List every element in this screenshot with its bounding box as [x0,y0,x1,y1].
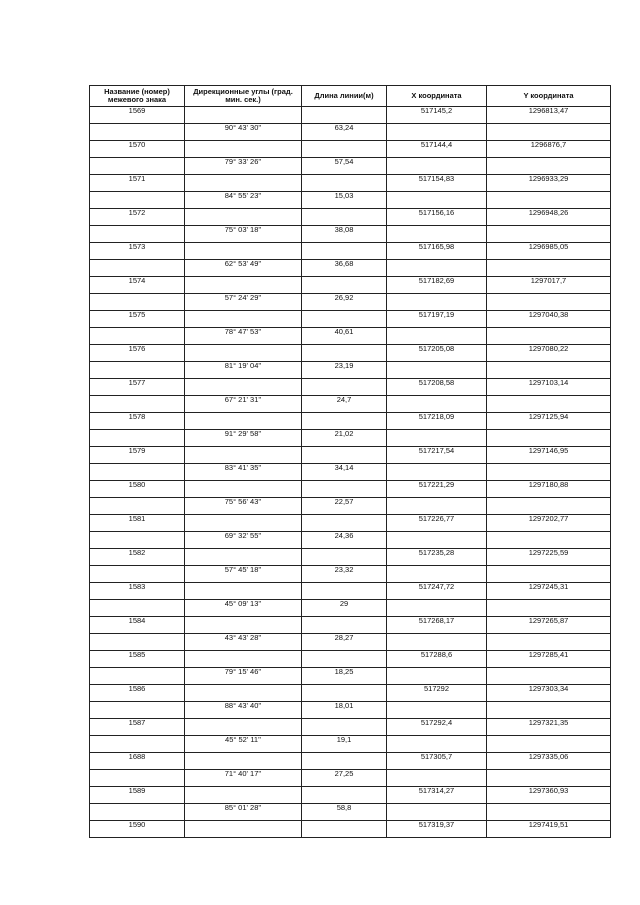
point-name-cell [90,464,185,481]
point-name-cell [90,124,185,141]
line-length-cell [302,447,387,464]
y-coordinate-cell [487,770,611,787]
line-length-cell: 24,36 [302,532,387,549]
y-coordinate-cell: 1297202,77 [487,515,611,532]
x-coordinate-cell: 517205,08 [387,345,487,362]
line-length-cell [302,277,387,294]
header-row [90,86,611,107]
line-length-cell: 34,14 [302,464,387,481]
x-coordinate-cell: 517218,09 [387,413,487,430]
x-coordinate-cell [387,124,487,141]
x-coordinate-cell [387,464,487,481]
segment-row [90,634,611,651]
direction-angle-cell: 90° 43' 30'' [185,124,302,141]
y-coordinate-cell: 1297225,59 [487,549,611,566]
y-coordinate-cell [487,158,611,175]
point-name-cell: 1577 [90,379,185,396]
x-coordinate-cell: 517288,6 [387,651,487,668]
y-coordinate-cell: 1297285,41 [487,651,611,668]
segment-row [90,294,611,311]
y-coordinate-cell: 1297265,87 [487,617,611,634]
point-name-cell: 1580 [90,481,185,498]
x-coordinate-cell [387,158,487,175]
y-coordinate-cell: 1296948,26 [487,209,611,226]
segment-row [90,396,611,413]
direction-angle-cell: 83° 41' 35'' [185,464,302,481]
line-length-cell [302,209,387,226]
x-coordinate-cell: 517247,72 [387,583,487,600]
y-coordinate-cell [487,566,611,583]
point-row [90,753,611,770]
y-coordinate-cell [487,600,611,617]
point-name-cell: 1569 [90,107,185,124]
point-row [90,413,611,430]
point-row [90,481,611,498]
y-coordinate-cell [487,362,611,379]
point-name-cell [90,566,185,583]
x-coordinate-cell [387,736,487,753]
y-coordinate-cell: 1297125,94 [487,413,611,430]
point-name-cell: 1586 [90,685,185,702]
point-row [90,685,611,702]
segment-row [90,702,611,719]
direction-angle-cell [185,549,302,566]
line-length-cell: 23,19 [302,362,387,379]
y-coordinate-cell: 1297017,7 [487,277,611,294]
point-name-cell [90,158,185,175]
direction-angle-cell [185,515,302,532]
y-coordinate-cell: 1296985,05 [487,243,611,260]
point-name-cell [90,770,185,787]
y-coordinate-cell: 1297360,93 [487,787,611,804]
direction-angle-cell: 88° 43' 40'' [185,702,302,719]
point-row [90,277,611,294]
line-length-cell: 18,01 [302,702,387,719]
x-coordinate-cell: 517144,4 [387,141,487,158]
line-length-cell [302,583,387,600]
segment-row [90,430,611,447]
y-coordinate-cell [487,328,611,345]
point-row [90,821,611,838]
y-coordinate-cell: 1297303,34 [487,685,611,702]
point-name-cell [90,736,185,753]
y-coordinate-cell [487,124,611,141]
point-row [90,243,611,260]
segment-row [90,770,611,787]
y-coordinate-cell: 1297146,95 [487,447,611,464]
direction-angle-cell [185,243,302,260]
point-row [90,209,611,226]
direction-angle-cell [185,311,302,328]
point-row [90,311,611,328]
point-name-cell [90,362,185,379]
y-coordinate-cell [487,464,611,481]
x-coordinate-cell: 517305,7 [387,753,487,770]
table-body [90,107,611,838]
line-length-cell [302,345,387,362]
line-length-cell: 24,7 [302,396,387,413]
y-coordinate-cell [487,736,611,753]
point-row [90,345,611,362]
point-name-cell: 1584 [90,617,185,634]
direction-angle-cell [185,209,302,226]
point-row [90,379,611,396]
direction-angle-cell: 85° 01' 28'' [185,804,302,821]
x-coordinate-cell: 517217,54 [387,447,487,464]
point-name-cell [90,226,185,243]
x-coordinate-cell [387,702,487,719]
point-name-cell [90,498,185,515]
line-length-cell: 57,54 [302,158,387,175]
segment-row [90,124,611,141]
point-row [90,651,611,668]
x-coordinate-cell: 517208,58 [387,379,487,396]
y-coordinate-cell: 1297335,06 [487,753,611,770]
direction-angle-cell: 91° 29' 58'' [185,430,302,447]
point-row [90,107,611,124]
line-length-cell [302,617,387,634]
direction-angle-cell [185,141,302,158]
direction-angle-cell [185,617,302,634]
x-coordinate-cell: 517226,77 [387,515,487,532]
line-length-cell [302,753,387,770]
y-coordinate-cell: 1297103,14 [487,379,611,396]
direction-angle-cell [185,379,302,396]
point-name-cell: 1575 [90,311,185,328]
x-coordinate-cell: 517197,19 [387,311,487,328]
y-coordinate-cell: 1297321,35 [487,719,611,736]
header-y: Y координата [487,86,611,107]
point-name-cell [90,396,185,413]
point-name-cell: 1571 [90,175,185,192]
point-name-cell: 1688 [90,753,185,770]
line-length-cell: 28,27 [302,634,387,651]
point-name-cell: 1581 [90,515,185,532]
x-coordinate-cell [387,430,487,447]
point-name-cell [90,702,185,719]
y-coordinate-cell [487,260,611,277]
direction-angle-cell: 75° 03' 18'' [185,226,302,243]
point-row [90,617,611,634]
x-coordinate-cell [387,192,487,209]
segment-row [90,668,611,685]
line-length-cell [302,481,387,498]
x-coordinate-cell: 517235,28 [387,549,487,566]
point-name-cell [90,634,185,651]
segment-row [90,566,611,583]
direction-angle-cell [185,481,302,498]
y-coordinate-cell: 1296876,7 [487,141,611,158]
y-coordinate-cell: 1297245,31 [487,583,611,600]
y-coordinate-cell [487,804,611,821]
line-length-cell [302,549,387,566]
y-coordinate-cell [487,192,611,209]
point-name-cell [90,804,185,821]
table-header [90,86,611,107]
point-name-cell [90,192,185,209]
line-length-cell: 38,08 [302,226,387,243]
header-angle: Дирекционные углы (град. мин. сек.) [185,86,302,107]
point-row [90,175,611,192]
direction-angle-cell: 69° 32' 55'' [185,532,302,549]
segment-row [90,532,611,549]
point-name-cell [90,294,185,311]
point-name-cell: 1574 [90,277,185,294]
direction-angle-cell [185,685,302,702]
direction-angle-cell: 71° 40' 17'' [185,770,302,787]
x-coordinate-cell: 517145,2 [387,107,487,124]
x-coordinate-cell [387,362,487,379]
y-coordinate-cell [487,498,611,515]
y-coordinate-cell [487,668,611,685]
direction-angle-cell: 62° 53' 49'' [185,260,302,277]
boundary-coordinates-table [89,85,611,838]
direction-angle-cell [185,277,302,294]
point-name-cell: 1589 [90,787,185,804]
y-coordinate-cell [487,702,611,719]
point-name-cell: 1570 [90,141,185,158]
point-name-cell: 1582 [90,549,185,566]
point-row [90,515,611,532]
direction-angle-cell [185,175,302,192]
point-name-cell [90,668,185,685]
segment-row [90,464,611,481]
line-length-cell [302,141,387,158]
direction-angle-cell [185,651,302,668]
point-name-cell: 1587 [90,719,185,736]
direction-angle-cell: 57° 45' 18'' [185,566,302,583]
y-coordinate-cell: 1297180,88 [487,481,611,498]
direction-angle-cell: 78° 47' 53'' [185,328,302,345]
point-row [90,549,611,566]
x-coordinate-cell: 517154,83 [387,175,487,192]
point-name-cell: 1590 [90,821,185,838]
line-length-cell [302,175,387,192]
segment-row [90,362,611,379]
segment-row [90,328,611,345]
y-coordinate-cell: 1296933,29 [487,175,611,192]
line-length-cell [302,515,387,532]
point-name-cell: 1579 [90,447,185,464]
line-length-cell [302,821,387,838]
point-name-cell: 1583 [90,583,185,600]
line-length-cell [302,243,387,260]
y-coordinate-cell [487,532,611,549]
line-length-cell: 26,92 [302,294,387,311]
x-coordinate-cell [387,532,487,549]
x-coordinate-cell [387,498,487,515]
x-coordinate-cell [387,260,487,277]
line-length-cell: 27,25 [302,770,387,787]
y-coordinate-cell [487,634,611,651]
y-coordinate-cell: 1297419,51 [487,821,611,838]
x-coordinate-cell: 517292 [387,685,487,702]
direction-angle-cell [185,413,302,430]
y-coordinate-cell: 1296813,47 [487,107,611,124]
point-name-cell: 1578 [90,413,185,430]
point-row [90,447,611,464]
line-length-cell: 36,68 [302,260,387,277]
point-row [90,141,611,158]
line-length-cell [302,379,387,396]
segment-row [90,226,611,243]
y-coordinate-cell [487,226,611,243]
x-coordinate-cell: 517182,69 [387,277,487,294]
point-row [90,787,611,804]
x-coordinate-cell [387,566,487,583]
point-name-cell: 1585 [90,651,185,668]
line-length-cell: 23,32 [302,566,387,583]
direction-angle-cell: 75° 56' 43'' [185,498,302,515]
point-name-cell [90,328,185,345]
x-coordinate-cell: 517319,37 [387,821,487,838]
direction-angle-cell [185,821,302,838]
direction-angle-cell: 84° 55' 23'' [185,192,302,209]
x-coordinate-cell [387,634,487,651]
point-row [90,719,611,736]
direction-angle-cell: 79° 33' 26'' [185,158,302,175]
x-coordinate-cell [387,770,487,787]
x-coordinate-cell [387,294,487,311]
line-length-cell: 18,25 [302,668,387,685]
point-name-cell: 1576 [90,345,185,362]
direction-angle-cell [185,107,302,124]
line-length-cell: 15,03 [302,192,387,209]
y-coordinate-cell: 1297040,38 [487,311,611,328]
direction-angle-cell: 45° 52' 11'' [185,736,302,753]
point-name-cell [90,430,185,447]
direction-angle-cell [185,753,302,770]
line-length-cell: 40,61 [302,328,387,345]
direction-angle-cell: 81° 19' 04'' [185,362,302,379]
segment-row [90,158,611,175]
line-length-cell: 21,02 [302,430,387,447]
point-name-cell [90,260,185,277]
point-name-cell: 1572 [90,209,185,226]
direction-angle-cell [185,787,302,804]
x-coordinate-cell: 517292,4 [387,719,487,736]
line-length-cell: 22,57 [302,498,387,515]
line-length-cell [302,787,387,804]
direction-angle-cell [185,345,302,362]
header-length: Длина линии(м) [302,86,387,107]
x-coordinate-cell [387,668,487,685]
x-coordinate-cell: 517268,17 [387,617,487,634]
direction-angle-cell: 45° 09' 13'' [185,600,302,617]
segment-row [90,600,611,617]
line-length-cell: 29 [302,600,387,617]
line-length-cell: 63,24 [302,124,387,141]
x-coordinate-cell: 517156,16 [387,209,487,226]
direction-angle-cell: 67° 21' 31'' [185,396,302,413]
point-name-cell [90,532,185,549]
y-coordinate-cell: 1297080,22 [487,345,611,362]
direction-angle-cell [185,447,302,464]
line-length-cell: 19,1 [302,736,387,753]
x-coordinate-cell [387,328,487,345]
point-name-cell: 1573 [90,243,185,260]
x-coordinate-cell [387,226,487,243]
segment-row [90,804,611,821]
segment-row [90,498,611,515]
line-length-cell [302,413,387,430]
x-coordinate-cell [387,804,487,821]
line-length-cell [302,719,387,736]
line-length-cell [302,311,387,328]
direction-angle-cell [185,719,302,736]
segment-row [90,260,611,277]
x-coordinate-cell: 517314,27 [387,787,487,804]
y-coordinate-cell [487,430,611,447]
line-length-cell [302,651,387,668]
direction-angle-cell: 57° 24' 29'' [185,294,302,311]
line-length-cell: 58,8 [302,804,387,821]
header-name: Название (номер) межевого знака [90,86,185,107]
direction-angle-cell [185,583,302,600]
header-x: X координата [387,86,487,107]
x-coordinate-cell [387,396,487,413]
x-coordinate-cell: 517165,98 [387,243,487,260]
y-coordinate-cell [487,396,611,413]
line-length-cell [302,107,387,124]
direction-angle-cell: 79° 15' 46'' [185,668,302,685]
direction-angle-cell: 43° 43' 28'' [185,634,302,651]
line-length-cell [302,685,387,702]
segment-row [90,192,611,209]
y-coordinate-cell [487,294,611,311]
x-coordinate-cell [387,600,487,617]
segment-row [90,736,611,753]
point-row [90,583,611,600]
x-coordinate-cell: 517221,29 [387,481,487,498]
point-name-cell [90,600,185,617]
